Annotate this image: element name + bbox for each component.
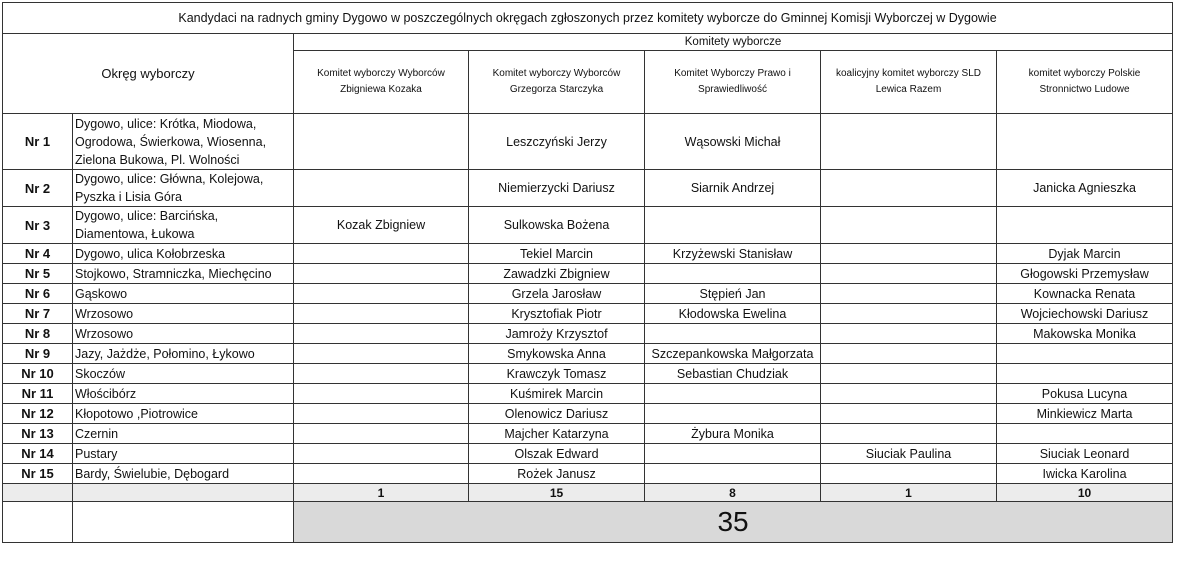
district-description-line: Gąskowo — [75, 286, 128, 301]
candidate-cell: Wąsowski Michał — [645, 114, 821, 170]
total-row — [3, 502, 1173, 543]
candidate-cell — [821, 170, 997, 207]
candidate-cell — [294, 424, 469, 444]
candidate-cell — [997, 207, 1173, 244]
candidate-cell: Minkiewicz Marta — [997, 404, 1173, 424]
candidate-cell: Krawczyk Tomasz — [469, 364, 645, 384]
district-number: Nr 9 — [3, 344, 73, 364]
candidate-cell: Szczepankowska Małgorzata — [645, 344, 821, 364]
district-description — [73, 244, 294, 264]
candidate-cell — [294, 264, 469, 284]
district-description — [73, 324, 294, 344]
district-description-line: Czernin — [75, 426, 119, 441]
district-row — [3, 244, 1173, 264]
candidate-cell: Olenowicz Dariusz — [469, 404, 645, 424]
district-row — [3, 344, 1173, 364]
committee-count: 1 — [294, 484, 469, 502]
candidate-cell — [294, 384, 469, 404]
district-description-line: Wrzosowo — [75, 326, 134, 341]
district-number: Nr 5 — [3, 264, 73, 284]
district-description-line: Diamentowa, Łukowa — [75, 227, 195, 241]
district-number: Nr 12 — [3, 404, 73, 424]
candidate-cell — [645, 444, 821, 464]
candidate-cell — [645, 464, 821, 484]
candidate-cell — [821, 424, 997, 444]
candidate-cell: Rożek Janusz — [469, 464, 645, 484]
district-number: Nr 14 — [3, 444, 73, 464]
candidate-cell: Siuciak Paulina — [821, 444, 997, 464]
candidate-cell: Kownacka Renata — [997, 284, 1173, 304]
candidate-cell: Żybura Monika — [645, 424, 821, 444]
count-row — [3, 484, 1173, 502]
candidate-cell: Kuśmirek Marcin — [469, 384, 645, 404]
district-row — [3, 424, 1173, 444]
candidate-cell: Siuciak Leonard — [997, 444, 1173, 464]
committee-count: 8 — [645, 484, 821, 502]
district-row — [3, 464, 1173, 484]
candidate-cell — [821, 324, 997, 344]
candidate-cell: Dyjak Marcin — [997, 244, 1173, 264]
candidate-cell — [294, 444, 469, 464]
candidate-cell — [645, 324, 821, 344]
candidate-cell: Jamroży Krzysztof — [469, 324, 645, 344]
district-row — [3, 364, 1173, 384]
district-row — [3, 264, 1173, 284]
candidate-cell: Majcher Katarzyna — [469, 424, 645, 444]
district-description-line: Włościbórz — [75, 386, 137, 401]
candidate-cell: Kłodowska Ewelina — [645, 304, 821, 324]
candidate-cell — [294, 114, 469, 170]
district-number: Nr 3 — [3, 207, 73, 244]
candidate-cell: Smykowska Anna — [469, 344, 645, 364]
candidate-cell: Leszczyński Jerzy — [469, 114, 645, 170]
candidate-cell — [821, 344, 997, 364]
district-description — [73, 207, 294, 244]
candidate-cell — [821, 264, 997, 284]
district-number: Nr 10 — [3, 364, 73, 384]
district-description-line: Skoczów — [75, 366, 126, 381]
district-description — [73, 264, 294, 284]
district-number: Nr 15 — [3, 464, 73, 484]
committee-name-line1: Komitet wyborczy Wyborców — [492, 68, 621, 79]
candidate-cell — [821, 384, 997, 404]
candidate-cell — [821, 284, 997, 304]
district-description-line: Ogrodowa, Świerkowa, Wiosenna, — [75, 134, 267, 149]
district-row — [3, 207, 1173, 244]
candidate-cell: Grzela Jarosław — [469, 284, 645, 304]
title-row — [3, 3, 1173, 34]
total-blank-cell — [73, 502, 294, 543]
candidate-cell — [821, 464, 997, 484]
district-description — [73, 114, 294, 170]
candidate-cell — [294, 404, 469, 424]
count-blank-cell — [3, 484, 73, 502]
district-number: Nr 1 — [3, 114, 73, 170]
district-description-line: Dygowo, ulice: Główna, Kolejowa, — [75, 172, 264, 186]
committee-count: 10 — [997, 484, 1173, 502]
district-description-line: Pyszka i Lisia Góra — [75, 190, 182, 204]
candidate-cell: Sebastian Chudziak — [645, 364, 821, 384]
district-number: Nr 2 — [3, 170, 73, 207]
committee-header-2 — [469, 51, 645, 114]
candidate-cell — [997, 424, 1173, 444]
district-row — [3, 324, 1173, 344]
candidate-cell — [997, 344, 1173, 364]
candidate-cell: Krysztofiak Piotr — [469, 304, 645, 324]
candidate-cell: Kozak Zbigniew — [294, 207, 469, 244]
committee-name-line2: Sprawiedliwość — [698, 84, 767, 95]
candidate-cell — [821, 404, 997, 424]
district-number: Nr 8 — [3, 324, 73, 344]
district-description — [73, 304, 294, 324]
komitety-header: Komitety wyborcze — [294, 34, 1173, 51]
district-row — [3, 404, 1173, 424]
candidate-cell: Stępień Jan — [645, 284, 821, 304]
candidate-cell: Sulkowska Bożena — [469, 207, 645, 244]
committee-name-line1: komitet wyborczy Polskie — [1028, 68, 1141, 79]
district-row — [3, 170, 1173, 207]
district-row — [3, 304, 1173, 324]
district-number: Nr 13 — [3, 424, 73, 444]
committee-name-line2: Grzegorza Starczyka — [509, 84, 604, 95]
candidate-cell: Olszak Edward — [469, 444, 645, 464]
candidate-cell: Zawadzki Zbigniew — [469, 264, 645, 284]
committee-header-1 — [294, 51, 469, 114]
district-description — [73, 284, 294, 304]
district-row — [3, 444, 1173, 464]
committee-count: 1 — [821, 484, 997, 502]
candidate-cell: Makowska Monika — [997, 324, 1173, 344]
candidate-cell — [821, 304, 997, 324]
candidate-cell — [294, 344, 469, 364]
committee-name-line1: koalicyjny komitet wyborczy SLD — [835, 68, 982, 79]
committee-name-line1: Komitet wyborczy Wyborców — [317, 68, 445, 79]
candidate-cell — [645, 207, 821, 244]
total-blank-cell — [3, 502, 73, 543]
candidate-cell — [821, 364, 997, 384]
candidate-cell — [645, 404, 821, 424]
candidate-cell: Janicka Agnieszka — [997, 170, 1173, 207]
district-row — [3, 114, 1173, 170]
candidate-cell: Niemierzycki Dariusz — [469, 170, 645, 207]
candidate-cell — [645, 264, 821, 284]
candidates-table — [2, 2, 1173, 543]
district-description-line: Dygowo, ulice: Krótka, Miodowa, — [75, 116, 257, 131]
district-number: Nr 6 — [3, 284, 73, 304]
district-description-line: Zielona Bukowa, Pl. Wolności — [75, 152, 240, 167]
candidate-cell — [294, 364, 469, 384]
candidate-cell: Pokusa Lucyna — [997, 384, 1173, 404]
district-number: Nr 4 — [3, 244, 73, 264]
candidate-cell — [294, 324, 469, 344]
total-candidates: 35 — [294, 502, 1173, 543]
candidate-cell — [821, 114, 997, 170]
candidate-cell — [294, 284, 469, 304]
okreg-header: Okręg wyborczy — [3, 34, 294, 114]
committee-name-line1: Komitet Wyborczy Prawo i — [674, 68, 791, 79]
district-description-line: Stojkowo, Stramniczka, Miechęcino — [75, 266, 272, 281]
district-description — [73, 384, 294, 404]
committee-count: 15 — [469, 484, 645, 502]
candidate-cell — [821, 207, 997, 244]
district-description — [73, 424, 294, 444]
district-description-line: Pustary — [75, 446, 118, 461]
committee-header-3 — [645, 51, 821, 114]
district-row — [3, 284, 1173, 304]
count-blank-cell — [73, 484, 294, 502]
committee-name-line2: Stronnictwo Ludowe — [1039, 84, 1130, 95]
district-description — [73, 404, 294, 424]
table-title: Kandydaci na radnych gminy Dygowo w poszczególnych okręgach zgłoszonych przez komitety wyborcze do Gminnej Komisji Wyborczej w Dygowie — [3, 3, 1173, 34]
district-description — [73, 170, 294, 207]
candidate-cell: Siarnik Andrzej — [645, 170, 821, 207]
district-description — [73, 344, 294, 364]
district-number: Nr 7 — [3, 304, 73, 324]
district-description — [73, 464, 294, 484]
candidate-cell: Krzyżewski Stanisław — [645, 244, 821, 264]
candidate-cell: Wojciechowski Dariusz — [997, 304, 1173, 324]
committee-name-line2: Lewica Razem — [875, 84, 942, 95]
district-description-line: Dygowo, ulice: Barcińska, — [75, 209, 219, 223]
candidate-cell — [294, 244, 469, 264]
district-description — [73, 444, 294, 464]
candidate-cell — [821, 244, 997, 264]
candidate-cell — [294, 170, 469, 207]
district-description-line: Wrzosowo — [75, 306, 134, 321]
committee-header-5 — [997, 51, 1173, 114]
district-description-line: Kłopotowo ,Piotrowice — [75, 406, 198, 421]
candidate-cell — [294, 464, 469, 484]
candidate-cell: Iwicka Karolina — [997, 464, 1173, 484]
district-description-line: Bardy, Świelubie, Dębogard — [75, 466, 230, 481]
district-number: Nr 11 — [3, 384, 73, 404]
candidate-cell — [997, 114, 1173, 170]
candidate-cell — [294, 304, 469, 324]
candidate-cell: Głogowski Przemysław — [997, 264, 1173, 284]
header-row-1 — [3, 34, 1173, 51]
candidate-cell — [997, 364, 1173, 384]
district-description-line: Jazy, Jażdże, Połomino, Łykowo — [75, 346, 255, 361]
committee-name-line2: Zbigniewa Kozaka — [340, 84, 422, 95]
table-body — [3, 3, 1173, 543]
candidate-cell — [645, 384, 821, 404]
district-description-line: Dygowo, ulica Kołobrzeska — [75, 246, 226, 261]
committee-header-4 — [821, 51, 997, 114]
candidate-cell: Tekiel Marcin — [469, 244, 645, 264]
district-description — [73, 364, 294, 384]
district-row — [3, 384, 1173, 404]
